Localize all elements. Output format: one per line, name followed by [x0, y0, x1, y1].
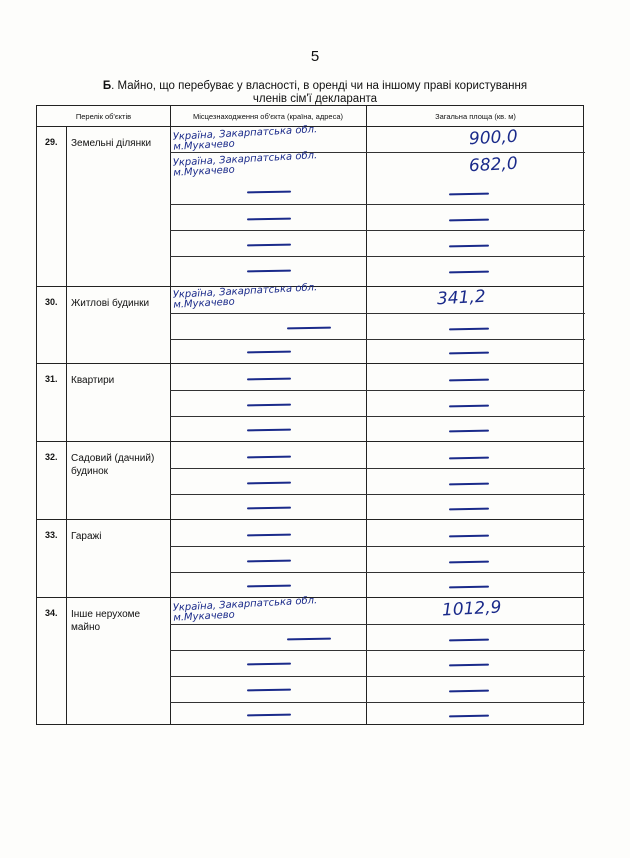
- dash-mark: [247, 351, 291, 354]
- dash-mark: [449, 690, 489, 693]
- section-number: 32.: [45, 452, 58, 462]
- section-title: Земельні ділянки: [71, 138, 152, 149]
- dash-mark: [247, 507, 291, 510]
- handwritten-address: Україна, Закарпатська обл. м.Мукачево: [172, 282, 318, 311]
- section-number: 33.: [45, 530, 58, 540]
- handwritten-area: 900,0: [468, 126, 519, 150]
- section-residential-houses: [37, 282, 583, 363]
- dash-mark: [247, 429, 291, 432]
- dash-mark: [449, 483, 489, 486]
- section-apartments: [37, 363, 583, 441]
- dash-mark: [287, 638, 331, 641]
- dash-mark: [247, 270, 291, 273]
- heading-letter: Б: [102, 80, 112, 92]
- table-row-line: [170, 390, 585, 391]
- column-header-area: Загальна площа (кв. м): [435, 112, 516, 121]
- dash-mark: [449, 219, 489, 222]
- table-row-line: [170, 313, 585, 314]
- section-title: Квартири: [71, 375, 115, 386]
- section-number: 34.: [45, 608, 58, 618]
- handwritten-address: Україна, Закарпатська обл. м.Мукачево: [172, 595, 318, 624]
- dash-mark: [247, 244, 291, 247]
- page-number: 5: [310, 48, 320, 65]
- table-row-line: [170, 256, 585, 257]
- section-title: Гаражі: [71, 531, 102, 542]
- section-land-plots: [37, 124, 583, 286]
- table-row-line: [170, 624, 585, 625]
- dash-mark: [449, 352, 489, 355]
- dash-mark: [247, 689, 291, 692]
- heading-text: . Майно, що перебуває у власності, в оренді чи на іншому праві користування: [111, 80, 528, 92]
- handwritten-address: Україна, Закарпатська обл. м.Мукачево: [172, 150, 318, 179]
- dash-mark: [449, 639, 489, 642]
- dash-mark: [449, 508, 489, 511]
- dash-mark: [449, 561, 489, 564]
- heading-line2: членів сім'ї декларанта: [252, 93, 378, 105]
- dash-mark: [247, 404, 291, 407]
- dash-mark: [247, 560, 291, 563]
- dash-mark: [449, 271, 489, 274]
- table-row-line: [170, 468, 585, 469]
- section-other-real-estate: [37, 597, 583, 726]
- table-row-line: [170, 494, 585, 495]
- dash-mark: [449, 457, 489, 460]
- handwritten-address: Україна, Закарпатська обл. м.Мукачево: [172, 124, 318, 153]
- table-row-line: [170, 702, 585, 703]
- table-row-line: [170, 339, 585, 340]
- section-number: 29.: [45, 137, 58, 147]
- property-table: [36, 105, 584, 725]
- dash-mark: [449, 193, 489, 196]
- table-row-line: [170, 650, 585, 651]
- dash-mark: [449, 664, 489, 667]
- dash-mark: [449, 328, 489, 331]
- dash-mark: [449, 379, 489, 382]
- section-garages: [37, 519, 583, 597]
- dash-mark: [247, 218, 291, 221]
- dash-mark: [247, 663, 291, 666]
- table-row-line: [170, 204, 585, 205]
- handwritten-area: 1012,9: [441, 597, 502, 621]
- dash-mark: [449, 430, 489, 433]
- dash-mark: [449, 405, 489, 408]
- column-header-objects: Перелік об'єктів: [75, 112, 132, 121]
- dash-mark: [247, 191, 291, 194]
- dash-mark: [449, 535, 489, 538]
- handwritten-area: 682,0: [468, 153, 519, 177]
- table-row-line: [170, 152, 585, 153]
- dash-mark: [449, 715, 489, 718]
- section-number: 30.: [45, 297, 58, 307]
- section-country-house: [37, 441, 583, 519]
- dash-mark: [449, 586, 489, 589]
- table-row-line: [170, 676, 585, 677]
- section-heading: [60, 80, 570, 106]
- dash-mark: [287, 327, 331, 330]
- table-row-line: [170, 416, 585, 417]
- dash-mark: [247, 482, 291, 485]
- section-number: 31.: [45, 374, 58, 384]
- column-header-location: Місцезнаходження об'єкта (країна, адреса): [193, 112, 343, 121]
- section-title: Садовий (дачний) будинок: [71, 453, 155, 477]
- dash-mark: [247, 585, 291, 588]
- table-row-line: [170, 572, 585, 573]
- table-row-line: [170, 546, 585, 547]
- dash-mark: [449, 245, 489, 248]
- dash-mark: [247, 714, 291, 717]
- section-title: Житлові будинки: [71, 298, 150, 309]
- handwritten-area: 341,2: [436, 286, 487, 310]
- table-row-line: [170, 230, 585, 231]
- dash-mark: [247, 378, 291, 381]
- dash-mark: [247, 456, 291, 459]
- section-title: Інше нерухоме майно: [71, 609, 141, 633]
- dash-mark: [247, 534, 291, 537]
